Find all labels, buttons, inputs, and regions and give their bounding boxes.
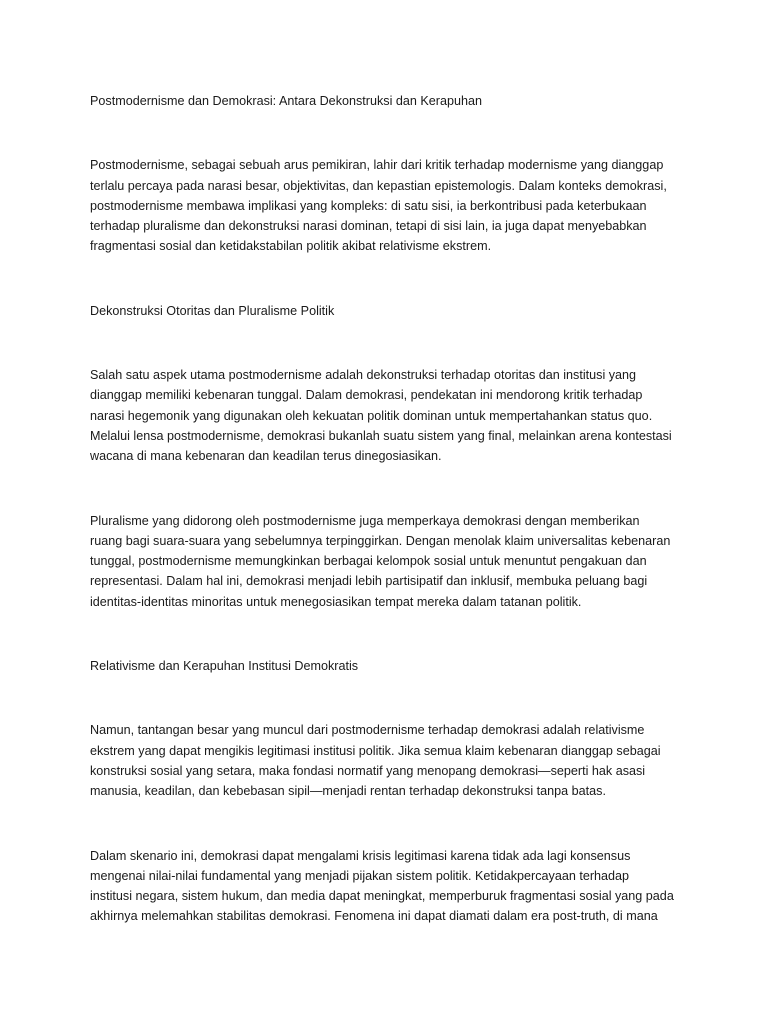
paragraph-legitimacy-crisis bbox=[90, 846, 690, 927]
paragraph-line: identitas-identitas minoritas untuk menegosiasikan tempat mereka dalam tatanan politik. bbox=[90, 594, 582, 609]
section-heading: Dekonstruksi Otoritas dan Pluralisme Politik bbox=[90, 303, 335, 318]
paragraph-line: postmodernisme membawa implikasi yang kompleks: di satu sisi, ia berkontribusi pada keterbukaan bbox=[90, 198, 647, 213]
paragraph-pluralism bbox=[90, 511, 690, 612]
document-page bbox=[90, 91, 690, 927]
paragraph-line: Dalam skenario ini, demokrasi dapat mengalami krisis legitimasi karena tidak ada lagi konsensus bbox=[90, 848, 631, 863]
spacer bbox=[90, 257, 690, 301]
paragraph-line: narasi hegemonik yang digunakan oleh kekuatan politik dominan untuk mempertahankan status quo. bbox=[90, 408, 653, 423]
paragraph-line: institusi negara, sistem hukum, dan media dapat meningkat, memperburuk fragmentasi sosial yang pada bbox=[90, 889, 674, 904]
paragraph-line: terlalu percaya pada narasi besar, objektivitas, dan kepastian epistemologis. Dalam konteks demokrasi, bbox=[90, 178, 667, 193]
paragraph-line: wacana di mana kebenaran dan keadilan terus dinegosiasikan. bbox=[90, 449, 442, 464]
paragraph-line: fragmentasi sosial dan ketidakstabilan politik akibat relativisme ekstrem. bbox=[90, 239, 492, 254]
paragraph-line: dianggap memiliki kebenaran tunggal. Dalam demokrasi, pendekatan ini mendorong kritik terhadap bbox=[90, 388, 643, 403]
paragraph-line: Melalui lensa postmodernisme, demokrasi bukanlah suatu sistem yang final, melainkan arena kontestasi bbox=[90, 428, 672, 443]
spacer bbox=[90, 321, 690, 365]
paragraph-line: Namun, tantangan besar yang muncul dari postmodernisme terhadap demokrasi adalah relativisme bbox=[90, 723, 645, 738]
paragraph-line: Postmodernisme, sebagai sebuah arus pemikiran, lahir dari kritik terhadap modernisme yang dianggap bbox=[90, 158, 664, 173]
document-title: Postmodernisme dan Demokrasi: Antara Dekonstruksi dan Kerapuhan bbox=[90, 94, 483, 108]
spacer bbox=[90, 111, 690, 155]
spacer bbox=[90, 802, 690, 846]
paragraph-line: ruang bagi suara-suara yang sebelumnya terpinggirkan. Dengan menolak klaim universalitas kebenaran bbox=[90, 533, 671, 548]
paragraph-line: ekstrem yang dapat mengikis legitimasi institusi politik. Jika semua klaim kebenaran dianggap sebagai bbox=[90, 743, 661, 758]
spacer bbox=[90, 467, 690, 511]
paragraph-deconstruction bbox=[90, 365, 690, 466]
paragraph-line: representasi. Dalam hal ini, demokrasi menjadi lebih partisipatif dan inklusif, membuka peluang bagi bbox=[90, 574, 648, 589]
paragraph-line: akhirnya melemahkan stabilitas demokrasi. Fenomena ini dapat diamati dalam era post-truth, di mana bbox=[90, 909, 658, 924]
paragraph-line: Pluralisme yang didorong oleh postmodernisme juga memperkaya demokrasi dengan memberikan bbox=[90, 513, 640, 528]
spacer bbox=[90, 612, 690, 656]
spacer bbox=[90, 676, 690, 720]
paragraph-line: konstruksi sosial yang setara, maka fondasi normatif yang menopang demokrasi—seperti hak asasi bbox=[90, 763, 646, 778]
paragraph-line: terhadap pluralisme dan dekonstruksi narasi dominan, tetapi di sisi lain, ia juga dapat menyebabkan bbox=[90, 219, 647, 234]
paragraph-intro bbox=[90, 155, 690, 256]
paragraph-relativism bbox=[90, 720, 690, 801]
section-heading: Relativisme dan Kerapuhan Institusi Demokratis bbox=[90, 659, 359, 674]
paragraph-line: manusia, keadilan, dan kebebasan sipil—menjadi rentan terhadap dekonstruksi tanpa batas. bbox=[90, 784, 606, 799]
paragraph-line: Salah satu aspek utama postmodernisme adalah dekonstruksi terhadap otoritas dan institusi yang bbox=[90, 368, 637, 383]
paragraph-line: mengenai nilai-nilai fundamental yang menjadi pijakan sistem politik. Ketidakpercayaan terhadap bbox=[90, 868, 630, 883]
paragraph-line: tunggal, postmodernisme memungkinkan berbagai kelompok sosial untuk menuntut pengakuan dan bbox=[90, 554, 647, 569]
